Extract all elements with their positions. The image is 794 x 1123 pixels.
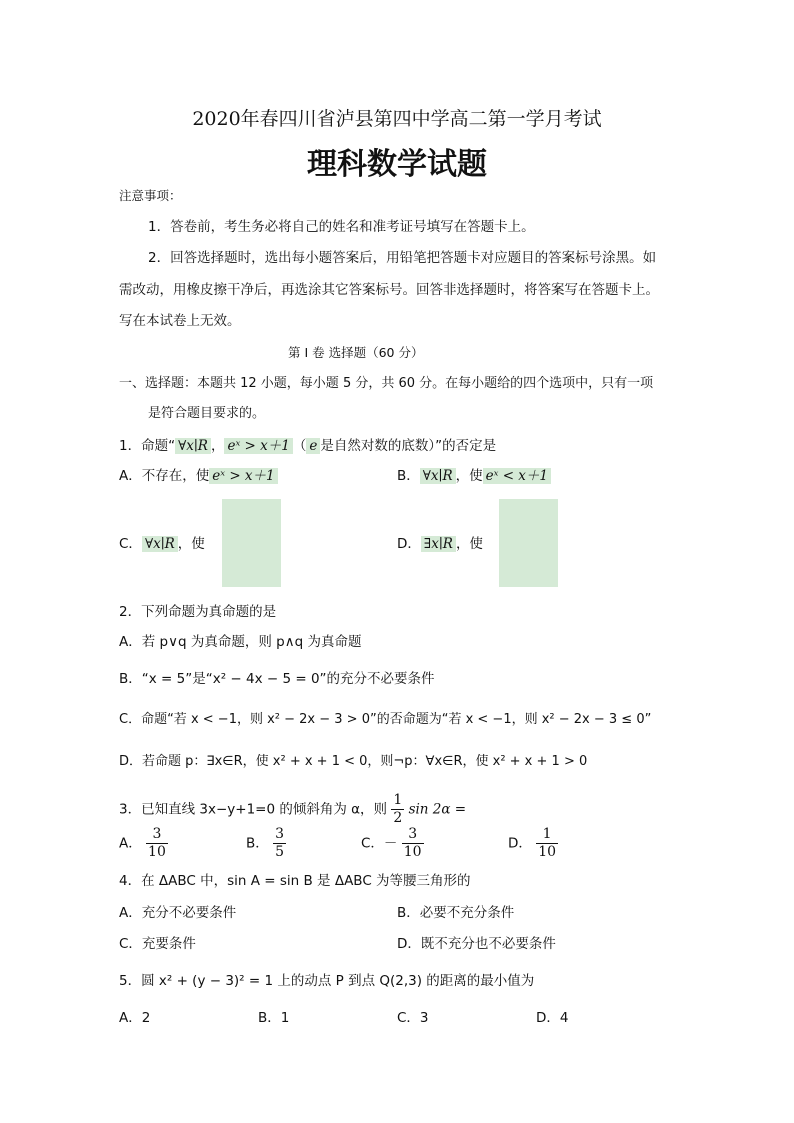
- q3-option-c-num: 3: [402, 826, 424, 844]
- q3-option-c-den: 10: [403, 844, 422, 860]
- q1-option-b-math-forall: ∀x∣R: [420, 468, 456, 484]
- q5-option-a: A．2: [119, 1010, 151, 1026]
- q3-stem: [119, 792, 466, 827]
- q1-option-d-formula-placeholder: [499, 499, 558, 587]
- section-title: 第 I 卷 选择题（60 分）: [288, 345, 424, 360]
- q2-option-a: A．若 p∨q 为真命题，则 p∧q 为真命题: [119, 634, 362, 650]
- q1-option-b: [397, 467, 551, 485]
- q1-stem-e: e: [306, 438, 320, 454]
- q3-option-b-label: B．: [246, 835, 269, 852]
- notice-item-2-line-3: 写在本试卷上无效。: [119, 313, 241, 329]
- q3-option-d: [508, 826, 558, 861]
- notice-item-2-line-1: 2．回答选择题时，选出每小题答案后，用铅笔把答题卡对应题目的答案标号涂黑。如: [148, 250, 657, 266]
- q3-option-b: [246, 826, 286, 861]
- q1-option-a-label: A．: [119, 468, 142, 484]
- q1-stem-post: 是自然对数的底数）”的否定是: [320, 438, 497, 454]
- q4-option-c: C．充要条件: [119, 936, 196, 952]
- q1-option-b-text: ，使: [455, 468, 483, 484]
- q3-option-d-label: D．: [508, 835, 532, 852]
- q1-stem-math-inequality: eˣ > x＋1: [224, 438, 292, 454]
- q3-option-c: [361, 826, 424, 861]
- q5-option-b: B．1: [258, 1010, 290, 1026]
- q1-option-c: [119, 535, 205, 553]
- q4-option-b: B．必要不充分条件: [397, 905, 515, 921]
- q4-option-a: A．充分不必要条件: [119, 905, 237, 921]
- q3-option-d-den: 10: [538, 844, 557, 860]
- q2-option-b: B．“x = 5”是“x² − 4x − 5 = 0”的充分不必要条件: [119, 671, 435, 687]
- q3-option-d-fraction: [536, 826, 558, 861]
- q5-stem: 5．圆 x² + (y − 3)² = 1 上的动点 P 到点 Q(2,3) 的距离的最小值为: [119, 973, 535, 989]
- q1-option-c-formula-placeholder: [222, 499, 281, 587]
- q1-option-d-label: D．: [397, 536, 421, 552]
- q3-option-b-fraction: [273, 826, 286, 861]
- q3-option-a-den: 10: [148, 844, 166, 860]
- q1-option-c-text: ，使: [177, 536, 205, 552]
- q3-stem-fraction-num: 1: [393, 792, 403, 808]
- section-instruction-line-1: 一、选择题：本题共 12 小题，每小题 5 分，共 60 分。在每小题给的四个选项中，只有一项: [119, 376, 654, 391]
- q5-option-c: C．3: [397, 1010, 429, 1026]
- q1-option-c-label: C．: [119, 536, 142, 552]
- q3-option-d-num: 1: [536, 826, 558, 844]
- q3-option-b-num: 3: [275, 826, 284, 842]
- q1-option-a: [119, 467, 278, 485]
- q4-stem: 4．在 ΔABC 中，sin A = sin B 是 ΔABC 为等腰三角形的: [119, 873, 471, 889]
- notice-heading: 注意事项：: [119, 188, 182, 203]
- q1-stem-paren-open: （: [292, 438, 307, 454]
- q2-option-c: C．命题“若 x < −1，则 x² − 2x − 3 > 0”的否命题为“若 x < −1，则 x² − 2x − 3 ≤ 0”: [119, 712, 652, 727]
- q3-option-c-fraction: [402, 826, 424, 861]
- q4-option-d: D．既不充分也不必要条件: [397, 936, 556, 952]
- exam-title: 2020年春四川省泸县第四中学高二第一学月考试: [192, 108, 602, 130]
- q3-option-c-label: C．－: [361, 835, 398, 852]
- section-instruction-line-2: 是符合题目要求的。: [148, 406, 266, 421]
- q5-option-d: D．4: [536, 1010, 569, 1026]
- q3-option-a: [119, 826, 168, 861]
- notice-item-1: 1．答卷前，考生务必将自己的姓名和准考证号填写在答题卡上。: [148, 219, 535, 235]
- q3-stem-post: sin 2α =: [408, 801, 467, 818]
- q3-stem-pre: 3．已知直线 3x−y+1=0 的倾斜角为 α，则: [119, 801, 388, 818]
- q2-stem: 2．下列命题为真命题的是: [119, 604, 277, 620]
- q1-stem-math-forall: ∀x∣R: [175, 438, 211, 454]
- q1-option-b-label: B．: [397, 468, 420, 484]
- q1-option-d-text: ，使: [455, 536, 483, 552]
- q1-option-a-text: 不存在，使: [141, 468, 210, 484]
- q3-option-a-num: 3: [146, 826, 168, 844]
- q1-option-d-math: ∃x∣R: [421, 536, 456, 552]
- q3-option-a-fraction: [146, 826, 168, 861]
- q3-option-a-label: A．: [119, 835, 142, 852]
- q1-stem: [119, 437, 496, 455]
- exam-subtitle: 理科数学试题: [307, 147, 487, 182]
- q1-option-d: [397, 535, 483, 553]
- notice-item-2-line-2: 需改动，用橡皮擦干净后，再选涂其它答案标号。回答非选择题时，将答案写在答题卡上。: [119, 282, 659, 298]
- q1-option-c-math: ∀x∣R: [142, 536, 178, 552]
- q2-option-d: D．若命题 p：∃x∈R，使 x² + x + 1 < 0，则¬p：∀x∈R，使 x² + x + 1 > 0: [119, 754, 588, 769]
- q3-option-b-den: 5: [275, 844, 284, 860]
- q3-stem-fraction-den: 2: [393, 810, 403, 826]
- q1-stem-pre: 1．命题“: [119, 438, 176, 454]
- q3-stem-fraction: [391, 792, 404, 827]
- q1-option-a-math: eˣ > x＋1: [209, 468, 277, 484]
- q1-stem-comma: ，: [210, 438, 225, 454]
- q1-option-b-math-inequality: eˣ < x＋1: [483, 468, 551, 484]
